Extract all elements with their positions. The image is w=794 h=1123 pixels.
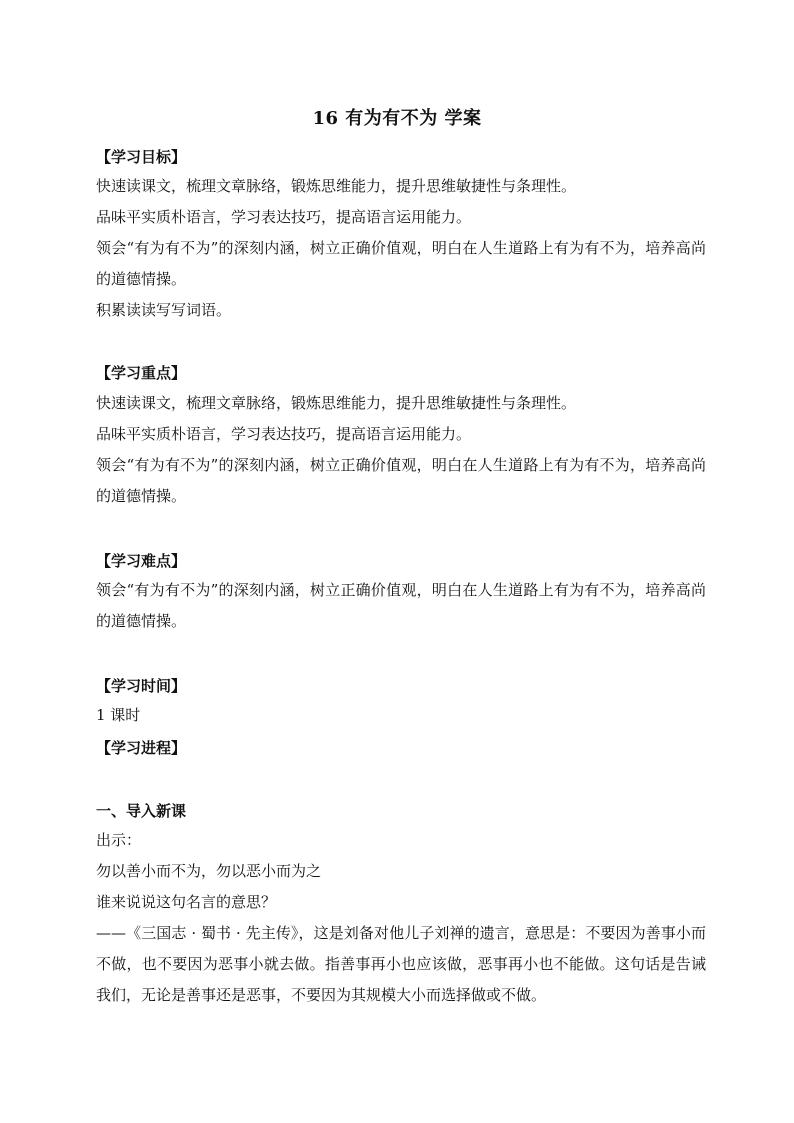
key-point-item: 领会“有为有不为”的深刻内涵，树立正确价值观，明白在人生道路上有为有不为，培养高尚的道德情操。 (96, 456, 706, 505)
question-text: 谁来说说这句名言的意思？ (96, 893, 277, 911)
show-label: 出示： (96, 831, 142, 849)
key-point-item: 快速读课文，梳理文章脉络，锻炼思维能力，提升思维敏捷性与条理性。 (96, 394, 577, 412)
difficulties-heading: 【学习难点】 (96, 552, 187, 570)
process-heading: 【学习进程】 (96, 739, 187, 757)
time-heading: 【学习时间】 (96, 677, 187, 695)
key-points-heading: 【学习重点】 (96, 364, 187, 382)
difficulty-item: 领会“有为有不为”的深刻内涵，树立正确价值观，明白在人生道路上有为有不为，培养高尚的道德情操。 (96, 581, 706, 630)
goal-item: 品味平实质朴语言，学习表达技巧，提高语言运用能力。 (96, 208, 472, 226)
page-title: 16 有为有不为 学案 (312, 108, 482, 129)
goals-heading: 【学习目标】 (96, 148, 187, 166)
time-value: 1 课时 (96, 706, 141, 724)
goal-item: 积累读读写写词语。 (96, 301, 232, 319)
goal-item: 快速读课文，梳理文章脉络，锻炼思维能力，提升思维敏捷性与条理性。 (96, 177, 577, 195)
section-heading: 一、导入新课 (96, 802, 187, 820)
explanation-text: ——《三国志 · 蜀书 · 先主传》，这是刘备对他儿子刘禅的遗言，意思是：不要因为善事小而不做，也不要因为恶事小就去做。指善事再小也应该做，恶事再小也不能做。这句话是告诫我们，无论是善事还是恶事，不要因为其规模大小而选择做或不做。 (96, 924, 706, 1004)
key-point-item: 品味平实质朴语言，学习表达技巧，提高语言运用能力。 (96, 425, 472, 443)
goal-item: 领会“有为有不为”的深刻内涵，树立正确价值观，明白在人生道路上有为有不为，培养高尚的道德情操。 (96, 239, 706, 288)
quote-text: 勿以善小而不为，勿以恶小而为之 (96, 862, 322, 880)
